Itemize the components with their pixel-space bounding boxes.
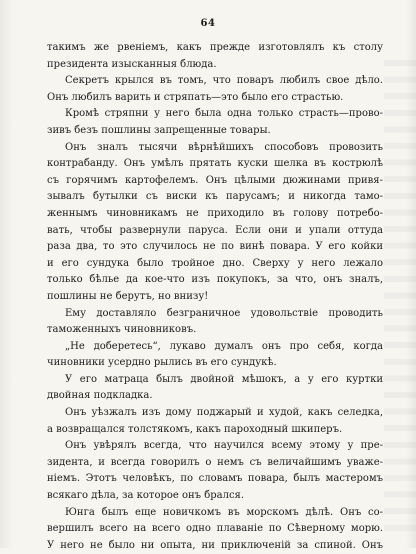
text-line: Кромѣ стряпни у него была одна только страсть—прово-	[65, 108, 383, 120]
text-line: раза два, то это случилось не по винѣ повара. У его койки	[47, 241, 383, 253]
text-line: чиновники усердно рылись въ его сундукѣ.	[47, 357, 277, 369]
text-line: Онъ уѣзжалъ изъ дому поджарый и худой, какъ селедка,	[65, 407, 383, 419]
body-text	[47, 40, 383, 554]
text-line: У него не было ни опыта, ни приключеній за спиной. Онъ	[47, 539, 383, 551]
text-line: ніемъ. Этотъ человѣкъ, по словамъ повара, былъ мастеромъ	[47, 473, 383, 485]
text-line: всякаго дѣла, за которое онъ брался.	[47, 490, 245, 502]
text-line: двойная подкладка.	[47, 390, 153, 402]
text-line: Онъ зналъ тысячи вѣрнѣйшихъ способовъ провозить	[65, 141, 383, 153]
text-line: женнымъ чиновникамъ не приходило въ голову потребо-	[47, 207, 383, 219]
text-line: Онъ любилъ варить и стряпать—это было его страстью.	[47, 91, 344, 103]
show-through-bleed	[384, 60, 416, 540]
text-line: Онъ увѣрялъ всегда, что научился всему этому у пре-	[65, 440, 383, 452]
text-line: а возвращался толстякомъ, какъ пароходный шкиперъ.	[47, 423, 343, 435]
text-line: только бѣлье да кое-что изъ покупокъ, за что, онъ зналъ,	[47, 274, 383, 286]
text-line: „Не доберетесь“, лукаво думалъ онъ про себя, когда	[65, 340, 383, 352]
text-line: вать, чтобы развернули паруса. Если они и упали оттуда	[47, 224, 383, 236]
text-line: зивъ безъ пошлины запрещенные товары.	[47, 124, 271, 136]
text-line: контрабанду. Онъ умѣлъ прятать куски шелка въ кострюлѣ	[47, 158, 383, 170]
text-line: Секретъ крылся въ томъ, что поваръ любилъ свое дѣло.	[65, 75, 383, 87]
text-line: такимъ же рвеніемъ, какъ прежде изготовлялъ къ столу	[47, 42, 383, 53]
text-line: зывалъ бутылки съ виски къ парусамъ; и никогда тамо-	[47, 191, 383, 203]
text-line: У его матраца былъ двойной мѣшокъ, а у его куртки	[65, 373, 383, 385]
text-line: съ горячимъ картофелемъ. Онъ цѣлыми дюжинами привя-	[47, 174, 383, 186]
text-line: зидента, и всегда говорилъ о немъ съ величайшимъ уваже-	[47, 456, 383, 468]
text-line: вершилъ всего на всего одно плаваніе по Сѣверному морю.	[47, 523, 383, 535]
text-line: президента изысканныя блюда.	[47, 58, 217, 70]
text-line: Ему доставляло безграничное удовольствіе проводить	[65, 307, 383, 319]
text-line: пошлины не берутъ, но внизу!	[47, 290, 209, 302]
page-number: 64	[200, 18, 216, 29]
text-line: таможенныхъ чиновниковъ.	[47, 324, 197, 336]
text-line: и его сундука было тройное дно. Сверху у него лежало	[47, 257, 383, 269]
text-line: Юнга былъ еще новичкомъ въ морскомъ дѣлѣ. Онъ со-	[65, 506, 383, 518]
